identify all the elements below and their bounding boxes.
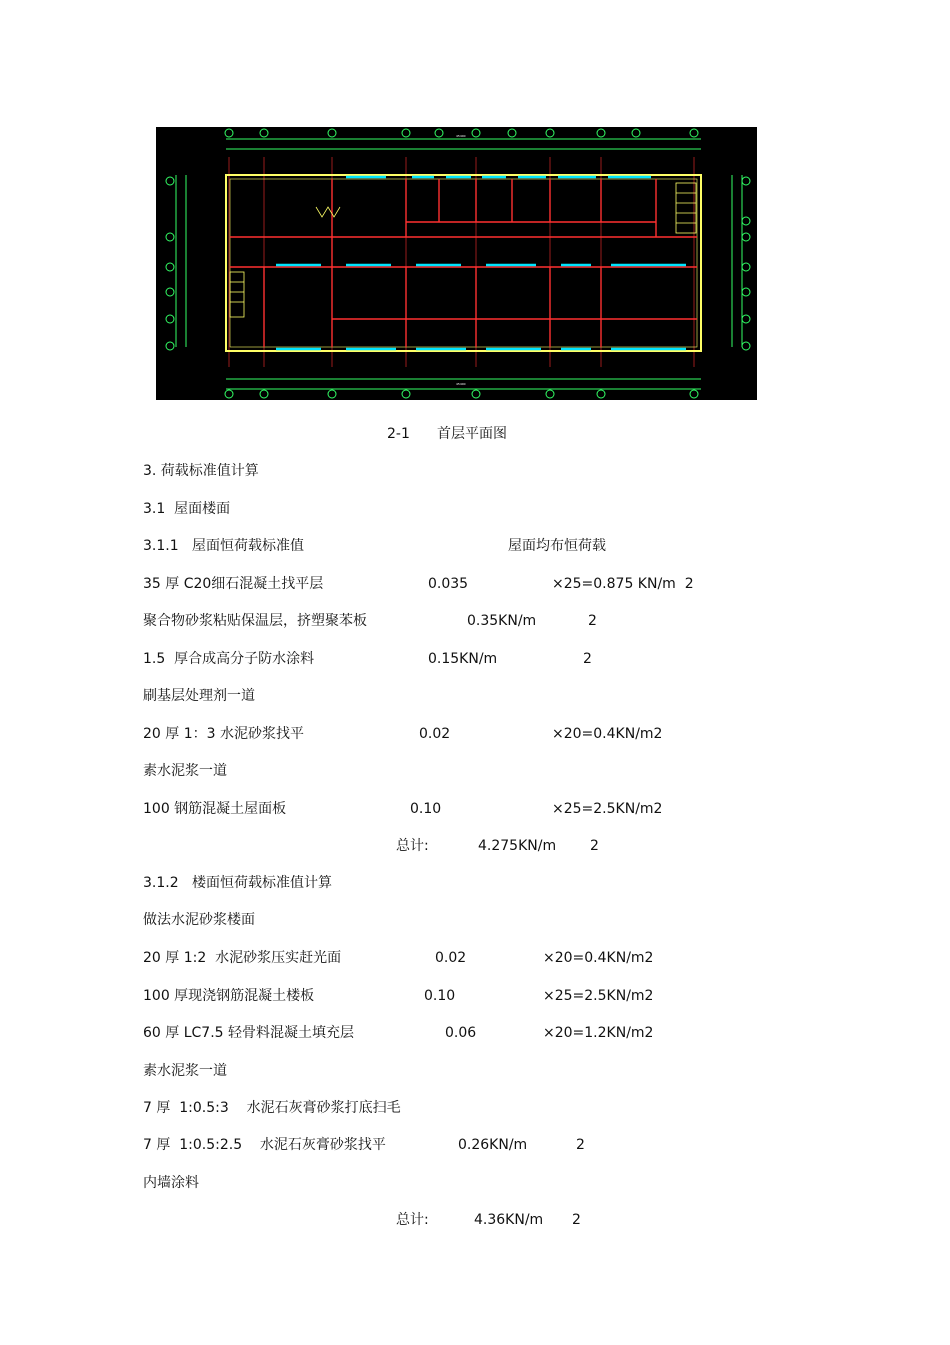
outer-wall [226, 175, 701, 351]
floor-row-thickness: 0.02 [435, 950, 467, 966]
floor-total-unit: 2 [572, 1212, 581, 1228]
windows [276, 177, 686, 349]
roof-row-name: 素水泥浆一道 [143, 763, 227, 779]
stair [230, 183, 696, 317]
roof-row-thickness: 0.35KN/m [467, 613, 537, 629]
figure-caption-title: 首层平面图 [437, 426, 507, 442]
floor-row-name: 7 厚 1:0.5:2.5 水泥石灰膏砂浆找平 [143, 1137, 386, 1153]
roof-row-name: 1.5 厚合成高分子防水涂料 [143, 651, 315, 667]
figure-caption-number: 2-1 [387, 426, 410, 442]
beams [230, 179, 697, 347]
axis-bubbles [166, 129, 750, 398]
floor-row-thickness: 0.06 [445, 1025, 477, 1041]
svg-text:45400: 45400 [456, 134, 466, 138]
floor-total-value: 4.36KN/m [474, 1212, 544, 1228]
roof-row-thickness: 0.02 [419, 726, 451, 742]
roof-row-name: 刷基层处理剂一道 [143, 688, 255, 704]
roof-row-thickness: 0.035 [428, 576, 469, 592]
floor-row-thickness: 0.26KN/m [458, 1137, 528, 1153]
section-heading: 3. 荷载标准值计算 [143, 463, 259, 479]
section-heading: 3.1.2 楼面恒荷载标准值计算 [143, 875, 332, 891]
floor-row-calc: ×20=0.4KN/m2 [543, 950, 654, 966]
roof-row-calc: ×20=0.4KN/m2 [552, 726, 663, 742]
floor-row-calc: 2 [576, 1137, 585, 1153]
section-subtitle: 屋面均布恒荷载 [508, 538, 606, 554]
section-heading: 3.1 屋面楼面 [143, 501, 231, 517]
floor-row-name: 7 厚 1:0.5:3 水泥石灰膏砂浆打底扫毛 [143, 1100, 401, 1116]
roof-row-name: 35 厚 C20细石混凝土找平层 [143, 576, 324, 592]
roof-total-value: 4.275KN/m [478, 838, 557, 854]
section-heading: 3.1.1 屋面恒荷载标准值 [143, 538, 304, 554]
floor-row-thickness: 0.10 [424, 988, 456, 1004]
roof-row-thickness: 0.15KN/m [428, 651, 498, 667]
roof-row-calc: 2 [583, 651, 592, 667]
roof-row-name: 100 钢筋混凝土屋面板 [143, 801, 287, 817]
roof-total-label: 总计: [396, 838, 429, 854]
roof-row-calc: ×25=2.5KN/m2 [552, 801, 663, 817]
roof-total-unit: 2 [590, 838, 599, 854]
floor-row-name: 100 厚现浇钢筋混凝土楼板 [143, 988, 315, 1004]
floor-row-name: 内墙涂料 [143, 1175, 199, 1191]
floor-row-name: 60 厚 LC7.5 轻骨料混凝土填充层 [143, 1025, 355, 1041]
floor-plan-drawing [156, 127, 757, 400]
roof-row-calc: ×25=0.875 KN/m 2 [552, 576, 694, 592]
floor-row-calc: ×20=1.2KN/m2 [543, 1025, 654, 1041]
grid-axes [229, 157, 694, 367]
floor-total-label: 总计: [396, 1212, 429, 1228]
floor-plan-figure [156, 127, 757, 400]
floor-row-name: 20 厚 1:2 水泥砂浆压实赶光面 [143, 950, 342, 966]
floor-row-calc: ×25=2.5KN/m2 [543, 988, 654, 1004]
roof-row-name: 聚合物砂浆粘贴保温层，挤塑聚苯板 [143, 613, 367, 629]
svg-text:45400: 45400 [456, 382, 466, 386]
floor-row-name: 素水泥浆一道 [143, 1063, 227, 1079]
section-subheading: 做法水泥砂浆楼面 [143, 912, 255, 928]
roof-row-calc: 2 [588, 613, 597, 629]
roof-row-thickness: 0.10 [410, 801, 442, 817]
roof-row-name: 20 厚 1：3 水泥砂浆找平 [143, 726, 304, 742]
